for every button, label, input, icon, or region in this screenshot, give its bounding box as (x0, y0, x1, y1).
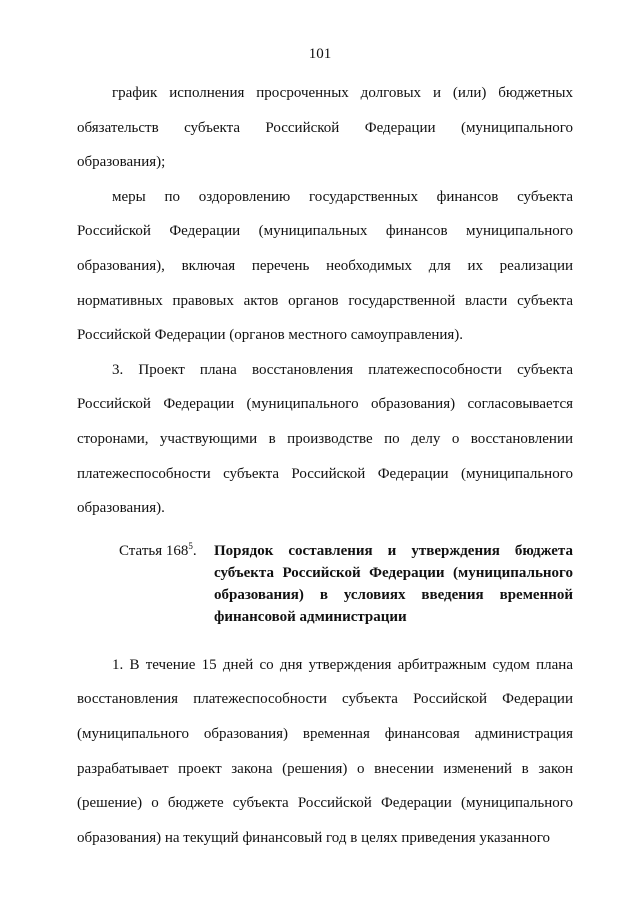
paragraph-plan-approval: 3. Проект плана восстановления платежеспособности субъекта Российской Федерации (муниципального образования) согласовывается сторонами, участвующими в производстве по делу о восстановлении платежеспособности субъекта Российской Федерации (муниципального образования). (77, 361, 573, 517)
document-body (77, 76, 573, 855)
article-superscript: 5 (188, 540, 193, 551)
article-heading (77, 540, 573, 628)
article-title: Порядок составления и утверждения бюджета субъекта Российской Федерации (муниципального образования) в условиях введения временной финансовой администрации (214, 542, 573, 625)
paragraph-budget-procedure: 1. В течение 15 дней со дня утверждения арбитражным судом плана восстановления платежеспособности субъекта Российской Федерации (муниципального образования) временная финансовая администрация разрабатывает проект закона (решения) о внесении изменений в закон (решение) о бюджете субъекта Российской Федерации (муниципального образования) на текущий финансовый год в целях приведения указанного (77, 656, 573, 846)
paragraph-repayment-schedule: график исполнения просроченных долговых и (или) бюджетных обязательств субъекта Российской Федерации (муниципального образования); (77, 85, 573, 171)
paragraph-recovery-measures: меры по оздоровлению государственных финансов субъекта Российской Федерации (муниципальных финансов муниципального образования), включая перечень необходимых для их реализации нормативных правовых актов органов государственной власти субъекта Российской Федерации (органов местного самоуправления). (77, 188, 573, 344)
article-label-suffix: . (192, 542, 197, 559)
page-number: 101 (308, 46, 332, 62)
article-number (77, 540, 214, 628)
article-label-text: Статья 168 (119, 542, 189, 559)
